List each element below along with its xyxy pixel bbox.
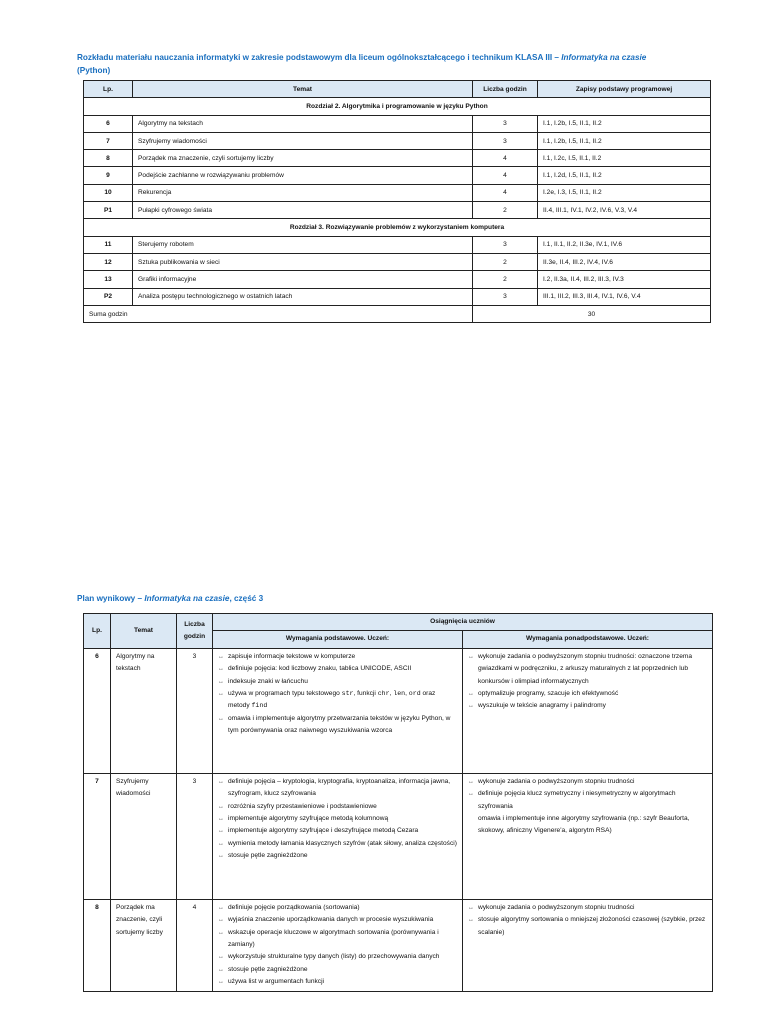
row-lp: 13: [84, 271, 133, 288]
row-records: II.4, III.1, IV.1, IV.2, IV.6, V.3, V.4: [538, 202, 711, 219]
basic-requirements-list: [218, 902, 457, 989]
plan-row-advanced: [463, 899, 713, 991]
row-records: I.2e, I.3, I.5, II.1, II.2: [538, 184, 711, 201]
section-title: Rozdział 2. Algorytmika i programowanie w języku Python: [84, 98, 711, 115]
title-italic: Informatyka na czasie: [561, 53, 647, 62]
requirement-item: ↔ implementuje algorytmy szyfrujące metodą kolumnową: [228, 813, 457, 825]
requirement-item: ↔ definiuje pojęcie porządkowania (sortowania): [228, 902, 457, 914]
section-title: Rozdział 3. Rozwiązywanie problemów z wykorzystaniem komputera: [84, 219, 711, 236]
plan-row-basic: [213, 648, 463, 773]
plan-row-basic: [213, 773, 463, 899]
plan-row-hours: 3: [177, 773, 213, 899]
plan-row: [84, 773, 713, 899]
plan-row: [84, 899, 713, 991]
plan-row-lp: 8: [84, 899, 111, 991]
basic-requirements-list: [218, 651, 457, 738]
requirement-item: ↔ definiuje pojęcia – kryptologia, kryptografia, kryptoanaliza, informacja jawna, szyfrogram, klucz szyfrowania: [228, 776, 457, 801]
row-lp: 10: [84, 184, 133, 201]
row-hours: 3: [473, 115, 538, 132]
code-identifier: find: [251, 702, 268, 710]
plan-row-lp: 7: [84, 773, 111, 899]
requirement-item: ↔ wykorzystuje strukturalne typy danych (listy) do przechowywania danych: [228, 951, 457, 963]
row-topic: Porządek ma znaczenie, czyli sortujemy liczby: [133, 150, 473, 167]
table-row: [84, 150, 711, 167]
row-lp: 7: [84, 132, 133, 149]
col-hours: Liczba godzin: [473, 81, 538, 98]
row-topic: Szyfrujemy wiadomości: [133, 132, 473, 149]
code-identifier: str: [341, 690, 354, 698]
plan-table: [83, 613, 713, 992]
row-lp: 6: [84, 115, 133, 132]
col-records: Zapisy podstawy programowej: [538, 81, 711, 98]
plan-title-suffix: , część 3: [229, 594, 264, 603]
plan-row-advanced: [463, 773, 713, 899]
basic-requirements-list: [218, 776, 457, 863]
requirement-item: ↔ wskazuje operacje kluczowe w algorytmach sortowania (porównywania i zamiany): [228, 927, 457, 952]
row-records: II.3e, II.4, III.2, IV.4, IV.6: [538, 253, 711, 270]
row-hours: 4: [473, 184, 538, 201]
advanced-requirements-list: [468, 776, 707, 838]
requirement-item: ↔ rozróżnia szyfry przestawieniowe i podstawieniowe: [228, 801, 457, 813]
requirement-item: ↔ wyszukuje w tekście anagramy i palindromy: [478, 700, 707, 712]
section-row: [84, 98, 711, 115]
requirement-item: ↔ omawia i implementuje algorytmy przetwarzania tekstów w języku Python, w tym porównywania oraz naiwnego wyszukiwania wzorca: [228, 713, 457, 738]
plan-title-italic: Informatyka na czasie: [144, 594, 230, 603]
plan-col-basic: Wymagania podstawowe. Uczeń:: [213, 631, 463, 648]
plan-row-topic: Algorytmy na tekstach: [111, 648, 177, 773]
table-row: [84, 115, 711, 132]
plan-header-row: [84, 614, 713, 631]
requirement-item: ↔ wykonuje zadania o podwyższonym stopniu trudności: oznaczone trzema gwiazdkami w podręczniku, z arkuszy maturalnych z lat poprzednich lub konkursów i olimpiad informatycznych: [478, 651, 707, 688]
title-text: Rozkładu materiału nauczania informatyki w zakresie podstawowym dla liceum ogólnokształcącego i technikum KLASA III –: [77, 53, 562, 62]
code-identifier: chr: [377, 690, 390, 698]
requirement-item: ↔ implementuje algorytmy szyfrujące i deszyfrujące metodą Cezara: [228, 825, 457, 837]
requirement-item: ↔ definiuje pojęcia klucz symetryczny i niesymetryczny w algorytmach szyfrowania: [478, 788, 707, 813]
plan-title-prefix: Plan wynikowy –: [77, 594, 145, 603]
row-records: I.1, I.2b, I.5, II.1, II.2: [538, 115, 711, 132]
row-records: I.1, I.2d, I.5, II.1, II.2: [538, 167, 711, 184]
col-topic: Temat: [133, 81, 473, 98]
requirement-item: ↔ definiuje pojęcia: kod liczbowy znaku, tablica UNICODE, ASCII: [228, 663, 457, 675]
col-lp: Lp.: [84, 81, 133, 98]
row-records: I.1, I.2b, I.5, II.1, II.2: [538, 132, 711, 149]
row-hours: 4: [473, 150, 538, 167]
row-topic: Analiza postępu technologicznego w ostatnich latach: [133, 288, 473, 305]
row-lp: 11: [84, 236, 133, 253]
advanced-requirements-list: [468, 651, 707, 713]
row-records: I.1, II.1, II.2, II.3e, IV.1, IV.6: [538, 236, 711, 253]
row-lp: 9: [84, 167, 133, 184]
requirement-item: ↔ używa w programach typu tekstowego str, funkcji chr, len, ord oraz metody find: [228, 688, 457, 713]
table-row: [84, 236, 711, 253]
table-row: [84, 167, 711, 184]
row-topic: Sterujemy robotem: [133, 236, 473, 253]
row-lp: 8: [84, 150, 133, 167]
row-records: I.2, II.3a, II.4, III.2, III.3, IV.3: [538, 271, 711, 288]
requirement-item: ↔ stosuje pętle zagnieżdżone: [228, 964, 457, 976]
table-row: [84, 132, 711, 149]
row-hours: 2: [473, 202, 538, 219]
row-topic: Pułapki cyfrowego świata: [133, 202, 473, 219]
plan-col-topic: Temat: [111, 614, 177, 649]
schedule-header-row: [84, 81, 711, 98]
plan-title: [77, 594, 263, 603]
requirement-item: ↔ indeksuje znaki w łańcuchu: [228, 676, 457, 688]
row-topic: Sztuka publikowania w sieci: [133, 253, 473, 270]
sum-row: [84, 305, 711, 322]
requirement-item: ↔ wykonuje zadania o podwyższonym stopniu trudności: [478, 902, 707, 914]
row-hours: 3: [473, 132, 538, 149]
schedule-table: [83, 80, 711, 323]
table-row: [84, 288, 711, 305]
table-row: [84, 253, 711, 270]
row-records: I.1, I.2c, I.5, II.1, II.2: [538, 150, 711, 167]
requirement-item: ↔ wymienia metody łamania klasycznych szyfrów (atak siłowy, analiza częstości): [228, 838, 457, 850]
sum-value: 30: [473, 305, 711, 322]
plan-col-hours: Liczba godzin: [177, 614, 213, 649]
row-lp: 12: [84, 253, 133, 270]
row-topic: Grafiki informacyjne: [133, 271, 473, 288]
plan-row-lp: 6: [84, 648, 111, 773]
requirement-item: ↔ stosuje pętle zagnieżdżone: [228, 850, 457, 862]
table-row: [84, 271, 711, 288]
row-lp: P1: [84, 202, 133, 219]
row-records: III.1, III.2, III.3, III.4, IV.1, IV.6, V.4: [538, 288, 711, 305]
requirement-item: ↔ używa list w argumentach funkcji: [228, 976, 457, 988]
table-row: [84, 184, 711, 201]
page-title: [77, 51, 717, 77]
row-hours: 3: [473, 288, 538, 305]
plan-row-topic: Porządek ma znaczenie, czyli sortujemy liczby: [111, 899, 177, 991]
row-topic: Algorytmy na tekstach: [133, 115, 473, 132]
plan-row-advanced: [463, 648, 713, 773]
plan-col-advanced: Wymagania ponadpodstawowe. Uczeń:: [463, 631, 713, 648]
row-topic: Podejście zachłanne w rozwiązywaniu problemów: [133, 167, 473, 184]
plan-row-topic: Szyfrujemy wiadomości: [111, 773, 177, 899]
requirement-item: ↔ wyjaśnia znaczenie uporządkowania danych w procesie wyszukiwania: [228, 914, 457, 926]
table-row: [84, 202, 711, 219]
plan-row: [84, 648, 713, 773]
row-lp: P2: [84, 288, 133, 305]
code-identifier: len: [393, 690, 406, 698]
row-hours: 3: [473, 236, 538, 253]
plan-row-basic: [213, 899, 463, 991]
row-hours: 2: [473, 253, 538, 270]
plan-row-hours: 3: [177, 648, 213, 773]
row-hours: 2: [473, 271, 538, 288]
requirement-item: omawia i implementuje inne algorytmy szyfrowania (np.: szyfr Beauforta, skokowy, afiniczny Vigenere'a, algorytm RSA): [478, 815, 690, 835]
title-suffix: (Python): [77, 66, 111, 75]
advanced-requirements-list: [468, 902, 707, 939]
plan-row-hours: 4: [177, 899, 213, 991]
requirement-item: ↔ zapisuje informacje tekstowe w komputerze: [228, 651, 457, 663]
plan-col-achievements: Osiągnięcia uczniów: [213, 614, 713, 631]
requirement-item: ↔ stosuje algorytmy sortowania o mniejszej złożoności czasowej (szybkie, przez scalanie): [478, 914, 707, 939]
plan-col-lp: Lp.: [84, 614, 111, 649]
code-identifier: ord: [408, 690, 421, 698]
section-row: [84, 219, 711, 236]
row-hours: 4: [473, 167, 538, 184]
row-topic: Rekurencja: [133, 184, 473, 201]
requirement-item: ↔ optymalizuje programy, szacuje ich efektywność: [478, 688, 707, 700]
sum-label: Suma godzin: [84, 305, 473, 322]
requirement-item: ↔ wykonuje zadania o podwyższonym stopniu trudności: [478, 776, 707, 788]
